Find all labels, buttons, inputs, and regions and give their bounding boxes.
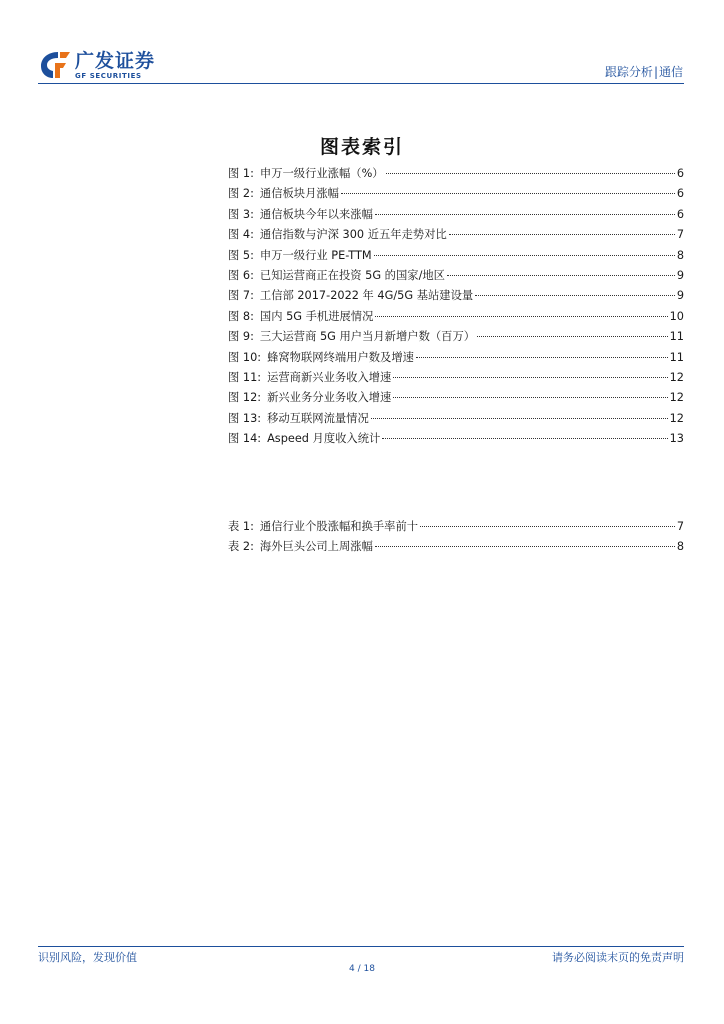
footer-slogan: 识别风险，发现价值 <box>38 951 137 964</box>
figure-index-list <box>228 164 684 449</box>
dot-leader <box>374 254 675 256</box>
gf-logo-icon <box>38 49 72 81</box>
page-number: 4 / 18 <box>349 964 375 974</box>
entry-page: 12 <box>669 411 684 425</box>
toc-entry-figure-6[interactable] <box>228 266 684 286</box>
toc-entry-figure-9[interactable] <box>228 327 684 347</box>
entry-label: 图 4: <box>228 228 254 242</box>
entry-label: 表 2: <box>228 540 254 554</box>
dot-leader <box>475 294 675 296</box>
entry-label: 图 11: <box>228 370 262 384</box>
toc-entry-figure-5[interactable] <box>228 246 684 266</box>
entry-title: 已知运营商正在投资 5G 的国家/地区 <box>259 268 445 282</box>
header-separator: | <box>653 65 658 79</box>
entry-title: 蜂窝物联网终端用户数及增速 <box>267 350 414 364</box>
table-index-list <box>228 517 684 558</box>
entry-page: 6 <box>676 167 684 180</box>
dot-leader <box>447 274 675 276</box>
toc-entry-table-2[interactable] <box>228 537 684 557</box>
entry-title: 通信行业个股涨幅和换手率前十 <box>259 520 419 533</box>
toc-entry-figure-13[interactable] <box>228 409 684 429</box>
toc-entry-figure-10[interactable] <box>228 348 684 368</box>
report-section: 跟踪分析 <box>604 65 653 79</box>
dot-leader <box>341 192 675 194</box>
toc-entry-figure-1[interactable] <box>228 164 684 184</box>
toc-entry-figure-8[interactable] <box>228 307 684 327</box>
toc-entry-figure-2[interactable] <box>228 184 684 204</box>
entry-page: 9 <box>676 268 684 282</box>
footer-disclaimer-link[interactable]: 请务必阅读末页的免责声明 <box>552 951 684 964</box>
entry-page: 8 <box>676 248 684 262</box>
toc-entry-figure-11[interactable] <box>228 368 684 388</box>
dot-leader <box>449 233 675 235</box>
report-category <box>605 65 683 79</box>
entry-page: 6 <box>676 207 684 221</box>
gf-securities-logo <box>38 49 188 83</box>
entry-title: 申万一级行业 PE-TTM <box>259 248 372 262</box>
entry-page: 7 <box>676 228 684 242</box>
entry-page: 9 <box>676 289 684 303</box>
entry-page: 11 <box>669 330 684 344</box>
entry-label: 图 6: <box>228 268 254 282</box>
entry-label: 图 3: <box>228 207 254 221</box>
entry-title: 工信部 2017-2022 年 4G/5G 基站建设量 <box>259 289 474 303</box>
entry-page: 6 <box>676 187 684 201</box>
entry-page: 8 <box>676 540 684 554</box>
entry-page: 7 <box>676 520 684 533</box>
entry-title: 申万一级行业涨幅（%） <box>259 167 384 180</box>
toc-entry-figure-3[interactable] <box>228 205 684 225</box>
toc-entry-table-1[interactable] <box>228 517 684 537</box>
entry-page: 10 <box>669 309 684 323</box>
footer-divider <box>38 946 684 947</box>
entry-label: 图 8: <box>228 309 254 323</box>
entry-label: 图 9: <box>228 330 254 344</box>
dot-leader <box>382 437 667 439</box>
entry-page: 12 <box>669 391 684 405</box>
logo-english-text: GF SECURITIES <box>75 72 142 80</box>
toc-entry-figure-14[interactable] <box>228 429 684 449</box>
dot-leader <box>375 315 667 317</box>
entry-page: 13 <box>669 432 684 446</box>
entry-title: 国内 5G 手机进展情况 <box>259 309 374 323</box>
toc-title: 图表索引 <box>319 136 404 158</box>
header-divider <box>38 83 684 84</box>
toc-entry-figure-12[interactable] <box>228 388 684 408</box>
dot-leader <box>420 525 675 527</box>
dot-leader <box>393 376 667 378</box>
entry-title: 通信板块今年以来涨幅 <box>259 207 373 221</box>
toc-entry-figure-7[interactable] <box>228 286 684 306</box>
entry-title: 通信指数与沪深 300 近五年走势对比 <box>259 228 447 242</box>
entry-title: 三大运营商 5G 用户当月新增户数（百万） <box>259 330 476 344</box>
entry-title: 移动互联网流量情况 <box>267 411 369 425</box>
entry-label: 图 1: <box>228 167 254 180</box>
entry-label: 图 10: <box>228 350 262 364</box>
dot-leader <box>393 396 667 398</box>
entry-title: 运营商新兴业务收入增速 <box>267 370 392 384</box>
dot-leader <box>375 213 675 215</box>
entry-page: 12 <box>669 370 684 384</box>
entry-title: 海外巨头公司上周涨幅 <box>259 540 373 554</box>
entry-title: Aspeed 月度收入统计 <box>267 432 381 446</box>
entry-label: 图 12: <box>228 391 262 405</box>
entry-title: 通信板块月涨幅 <box>259 187 339 201</box>
dot-leader <box>477 335 668 337</box>
dot-leader <box>371 417 668 419</box>
entry-label: 图 2: <box>228 187 254 201</box>
entry-label: 图 14: <box>228 432 262 446</box>
dot-leader <box>416 356 668 358</box>
dot-leader <box>386 172 675 174</box>
entry-label: 表 1: <box>228 520 254 533</box>
toc-entry-figure-4[interactable] <box>228 225 684 245</box>
entry-title: 新兴业务分业务收入增速 <box>267 391 392 405</box>
entry-page: 11 <box>669 350 684 364</box>
report-industry: 通信 <box>658 65 683 79</box>
entry-label: 图 13: <box>228 411 262 425</box>
logo-chinese-text: 广发证券 <box>75 50 156 72</box>
entry-label: 图 7: <box>228 289 254 303</box>
dot-leader <box>375 545 675 547</box>
entry-label: 图 5: <box>228 248 254 262</box>
